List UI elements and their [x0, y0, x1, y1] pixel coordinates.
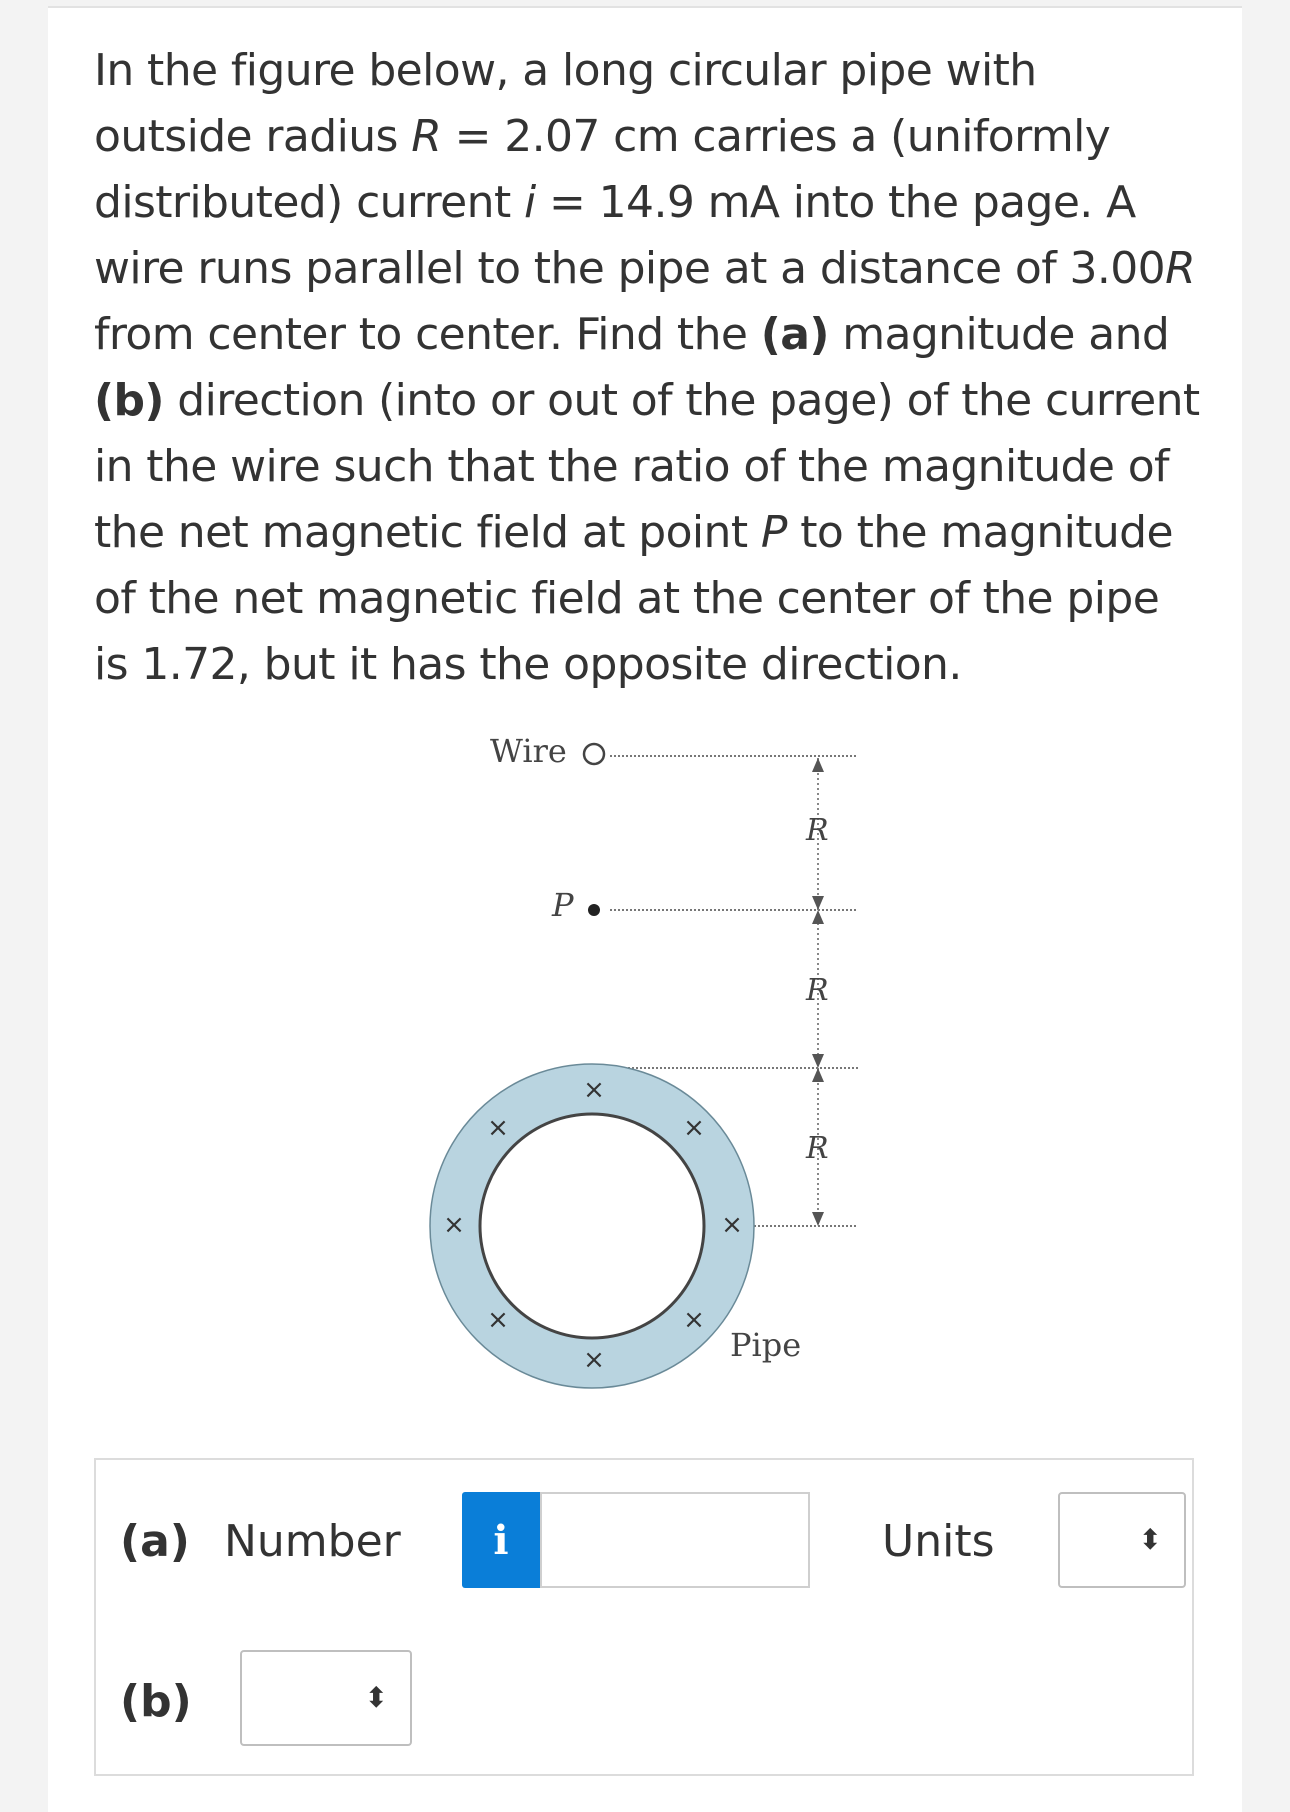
- r-label-mid: R: [806, 973, 829, 1008]
- problem-text: magnitude and: [828, 309, 1170, 360]
- arrow-up-icon: [812, 1068, 824, 1082]
- part-b-label: (b): [94, 375, 164, 426]
- number-input[interactable]: [540, 1492, 810, 1588]
- current-into-icon: ×: [443, 1210, 465, 1240]
- arrow-up-icon: [812, 758, 824, 772]
- symbol-P: P: [760, 507, 787, 558]
- problem-text: In the figure below, a long circular pipe with outside radius: [94, 45, 1037, 162]
- p-label: P: [552, 886, 574, 924]
- problem-text: direction (into or out of the page) of the current in the wire such that the ratio of the magnitude of the net magnetic field at point: [94, 375, 1200, 558]
- problem-text: = 2.07 cm carries a (uniformly distributed) current: [94, 111, 1111, 228]
- arrow-down-icon: [812, 1054, 824, 1068]
- symbol-i: i: [523, 177, 536, 228]
- symbol-R: R: [411, 111, 442, 162]
- part-a-answer-label: (a): [120, 1516, 190, 1567]
- pipe-inner-edge: [480, 1114, 704, 1338]
- chevron-updown-icon: ⬍: [364, 1681, 388, 1714]
- chevron-updown-icon: ⬍: [1138, 1523, 1162, 1556]
- units-label: Units: [882, 1516, 995, 1567]
- direction-select[interactable]: [240, 1650, 412, 1746]
- arrow-up-icon: [812, 910, 824, 924]
- r-label-top: R: [806, 813, 829, 848]
- part-b-answer-label: (b): [120, 1676, 192, 1727]
- point-p: [588, 904, 600, 916]
- wire-label: Wire: [490, 732, 567, 770]
- answer-box: [94, 1458, 1194, 1776]
- units-select[interactable]: [1058, 1492, 1186, 1588]
- current-into-icon: ×: [583, 1345, 605, 1375]
- arrow-down-icon: [812, 1212, 824, 1226]
- current-into-icon: ×: [487, 1305, 509, 1335]
- problem-text: = 14.9 mA into the page. A wire runs parallel to the pipe at a distance of 3.00: [94, 177, 1166, 294]
- wire-circle: [584, 744, 604, 764]
- problem-text: from center to center. Find the: [94, 309, 761, 360]
- info-button[interactable]: i: [462, 1492, 540, 1588]
- current-into-icon: ×: [683, 1113, 705, 1143]
- current-into-icon: ×: [721, 1210, 743, 1240]
- part-a-label: (a): [760, 309, 829, 360]
- arrow-down-icon: [812, 896, 824, 910]
- symbol-R: R: [1165, 243, 1196, 294]
- current-into-icon: ×: [487, 1113, 509, 1143]
- figure-svg: [410, 718, 890, 1398]
- problem-statement: [94, 38, 1204, 698]
- current-into-icon: ×: [583, 1075, 605, 1105]
- r-label-bot: R: [806, 1131, 829, 1166]
- current-into-icon: ×: [683, 1305, 705, 1335]
- pipe-wire-figure: [410, 718, 890, 1398]
- number-label: Number: [224, 1516, 401, 1567]
- pipe-label: Pipe: [730, 1326, 802, 1364]
- problem-text: to the magnitude of the net magnetic field at the center of the pipe is 1.72, but it has the opposite direction.: [94, 507, 1173, 690]
